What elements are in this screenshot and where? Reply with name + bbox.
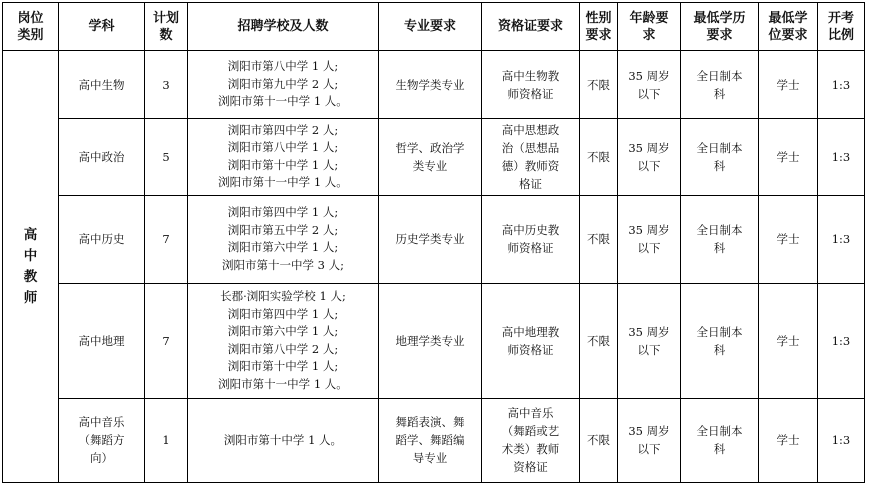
- plan-cell: 7: [145, 195, 188, 283]
- header-plan: [145, 3, 188, 51]
- cell-line: 最低学历: [693, 10, 746, 26]
- cell-line: 浏阳市第十中学 1 人;: [227, 157, 339, 172]
- major-cell: [379, 398, 482, 482]
- cell-line: 数: [159, 27, 173, 43]
- cell-line: 岗位: [17, 10, 44, 26]
- table-row: [3, 195, 865, 283]
- cert-cell: [482, 398, 580, 482]
- major-cell: [379, 51, 482, 119]
- cert-cell: [482, 284, 580, 399]
- cell-line: 年龄要: [629, 10, 669, 26]
- degree-cell: 学士: [759, 119, 818, 195]
- cell-line: 高中政治: [78, 149, 125, 164]
- schools-cell: [188, 284, 379, 399]
- gender-cell: 不限: [580, 51, 618, 119]
- header-cert: [482, 3, 580, 51]
- cell-line: 以下: [637, 442, 661, 457]
- cell-line: 以下: [637, 86, 661, 101]
- cell-line: 浏阳市第十中学 1 人。: [223, 432, 343, 447]
- cell-line: 计划: [152, 10, 179, 26]
- plan-cell: 7: [145, 284, 188, 399]
- header-schools: [188, 3, 379, 51]
- major-cell: [379, 195, 482, 283]
- cell-line: 高中生物: [78, 77, 125, 92]
- table-row: [3, 398, 865, 482]
- cell-line: 以下: [637, 158, 661, 173]
- degree-cell: 学士: [759, 284, 818, 399]
- cell-line: 35 周岁: [628, 68, 670, 83]
- schools-cell: [188, 195, 379, 283]
- gender-cell: 不限: [580, 284, 618, 399]
- cell-line: 类专业: [412, 158, 448, 173]
- cell-line: 科: [713, 86, 726, 101]
- edu-cell: [681, 119, 759, 195]
- cell-line: 哲学、政治学: [395, 140, 465, 155]
- cell-line: 最低学: [768, 10, 808, 26]
- cell-line: 资格证: [513, 460, 548, 475]
- recruitment-table: [2, 2, 865, 483]
- cell-line: 以下: [637, 342, 661, 357]
- cell-line: 以下: [637, 241, 661, 256]
- cell-line: 德）教师资: [501, 158, 560, 173]
- cell-line: 高中地理教: [501, 324, 560, 339]
- cell-line: 科: [713, 442, 726, 457]
- ratio-cell: 1:3: [818, 398, 865, 482]
- cell-line: 浏阳市第十一中学 1 人。: [218, 175, 348, 190]
- degree-cell: 学士: [759, 51, 818, 119]
- cell-line: 长郡·浏阳实验学校 1 人;: [220, 289, 346, 304]
- age-cell: [618, 195, 681, 283]
- cell-line: 治（思想品: [501, 140, 560, 155]
- subject-cell: [59, 398, 145, 482]
- ratio-cell: 1:3: [818, 119, 865, 195]
- header-age: [618, 3, 681, 51]
- cell-line: 浏阳市第八中学 1 人;: [227, 59, 339, 74]
- cell-line: 科: [713, 158, 726, 173]
- cell-line: 浏阳市第六中学 1 人;: [227, 324, 339, 339]
- degree-cell: 学士: [759, 195, 818, 283]
- subject-cell: [59, 284, 145, 399]
- cell-line: 师: [23, 289, 38, 306]
- major-cell: [379, 284, 482, 399]
- cell-line: 全日制本: [696, 140, 743, 155]
- cell-line: 学科: [88, 19, 115, 34]
- cert-cell: [482, 119, 580, 195]
- cell-line: 高中生物教: [501, 68, 560, 83]
- cell-line: 浏阳市第四中学 1 人;: [227, 306, 339, 321]
- cell-line: 浏阳市第四中学 1 人;: [227, 205, 339, 220]
- cell-line: （舞蹈或艺: [501, 424, 560, 439]
- cell-line: 教: [23, 268, 38, 285]
- cell-line: 35 周岁: [628, 223, 670, 238]
- cell-line: 地理学类专业: [395, 333, 465, 348]
- cell-line: 中: [23, 247, 38, 264]
- cell-line: 要求: [706, 27, 733, 43]
- schools-cell: [188, 119, 379, 195]
- header-major: [379, 3, 482, 51]
- cert-cell: [482, 51, 580, 119]
- cell-line: 比例: [827, 27, 854, 43]
- cell-line: 术类）教师: [501, 442, 560, 457]
- cell-line: 高: [23, 226, 38, 243]
- cell-line: 浏阳市第十一中学 3 人;: [221, 257, 344, 272]
- cell-line: 舞蹈表演、舞: [395, 415, 465, 430]
- age-cell: [618, 398, 681, 482]
- cell-line: 浏阳市第五中学 2 人;: [227, 222, 339, 237]
- schools-cell: [188, 51, 379, 119]
- age-cell: [618, 51, 681, 119]
- cell-line: 高中历史: [78, 232, 125, 247]
- header-degree: [759, 3, 818, 51]
- cell-line: 导专业: [412, 451, 448, 466]
- edu-cell: [681, 51, 759, 119]
- header-edu: [681, 3, 759, 51]
- plan-cell: 5: [145, 119, 188, 195]
- cell-line: 专业要求: [403, 19, 456, 34]
- cell-line: 师资格证: [507, 241, 554, 256]
- subject-cell: [59, 51, 145, 119]
- header-ratio: [818, 3, 865, 51]
- plan-cell: 3: [145, 51, 188, 119]
- edu-cell: [681, 195, 759, 283]
- cell-line: 生物学类专业: [395, 77, 465, 92]
- cell-line: 开考: [827, 10, 854, 26]
- gender-cell: 不限: [580, 398, 618, 482]
- cell-line: 资格证要求: [497, 19, 563, 34]
- major-cell: [379, 119, 482, 195]
- header-category: [3, 3, 59, 51]
- cell-line: 浏阳市第八中学 1 人;: [227, 140, 339, 155]
- cell-line: 高中音乐: [507, 406, 554, 421]
- cell-line: 浏阳市第八中学 2 人;: [227, 341, 339, 356]
- cell-line: 要求: [585, 27, 612, 43]
- cell-line: 浏阳市第六中学 1 人;: [227, 240, 339, 255]
- cell-line: 35 周岁: [628, 140, 670, 155]
- cell-line: 全日制本: [696, 424, 743, 439]
- ratio-cell: 1:3: [818, 195, 865, 283]
- cell-line: 类别: [17, 27, 44, 43]
- schools-cell: [188, 398, 379, 482]
- header-row: [3, 3, 865, 51]
- cell-line: 历史学类专业: [395, 232, 465, 247]
- cell-line: 格证: [519, 176, 542, 191]
- cell-line: 浏阳市第十一中学 1 人。: [218, 94, 348, 109]
- cell-line: 高中音乐: [78, 415, 125, 430]
- subject-cell: [59, 119, 145, 195]
- cell-line: 35 周岁: [628, 324, 670, 339]
- cell-line: 全日制本: [696, 223, 743, 238]
- subject-cell: [59, 195, 145, 283]
- table-row: [3, 119, 865, 195]
- edu-cell: [681, 398, 759, 482]
- table-row: [3, 51, 865, 119]
- gender-cell: 不限: [580, 195, 618, 283]
- plan-cell: 1: [145, 398, 188, 482]
- table-row: [3, 284, 865, 399]
- header-subject: [59, 3, 145, 51]
- cell-line: （舞蹈方: [78, 433, 125, 448]
- cell-line: 高中地理: [78, 333, 125, 348]
- cell-line: 高中历史教: [501, 223, 560, 238]
- cell-line: 向）: [90, 451, 113, 466]
- cell-line: 科: [713, 342, 726, 357]
- cell-line: 35 周岁: [628, 424, 670, 439]
- cell-line: 求: [642, 27, 656, 43]
- cell-line: 科: [713, 241, 726, 256]
- ratio-cell: 1:3: [818, 284, 865, 399]
- category-cell: [3, 51, 59, 483]
- cell-line: 位要求: [768, 27, 808, 43]
- cell-line: 蹈学、舞蹈编: [395, 433, 465, 448]
- cell-line: 浏阳市第九中学 2 人;: [227, 76, 339, 91]
- ratio-cell: 1:3: [818, 51, 865, 119]
- cell-line: 全日制本: [696, 68, 743, 83]
- cell-line: 高中思想政: [501, 122, 560, 137]
- cell-line: 浏阳市第十中学 1 人;: [227, 359, 339, 374]
- age-cell: [618, 284, 681, 399]
- cell-line: 浏阳市第十一中学 1 人。: [218, 376, 348, 391]
- cell-line: 性别: [585, 10, 612, 26]
- cell-line: 浏阳市第四中学 2 人;: [227, 122, 339, 137]
- gender-cell: 不限: [580, 119, 618, 195]
- cell-line: 师资格证: [507, 342, 554, 357]
- age-cell: [618, 119, 681, 195]
- degree-cell: 学士: [759, 398, 818, 482]
- header-gender: [580, 3, 618, 51]
- cell-line: 师资格证: [507, 86, 554, 101]
- edu-cell: [681, 284, 759, 399]
- cell-line: 招聘学校及人数: [237, 19, 329, 34]
- cert-cell: [482, 195, 580, 283]
- cell-line: 全日制本: [696, 324, 743, 339]
